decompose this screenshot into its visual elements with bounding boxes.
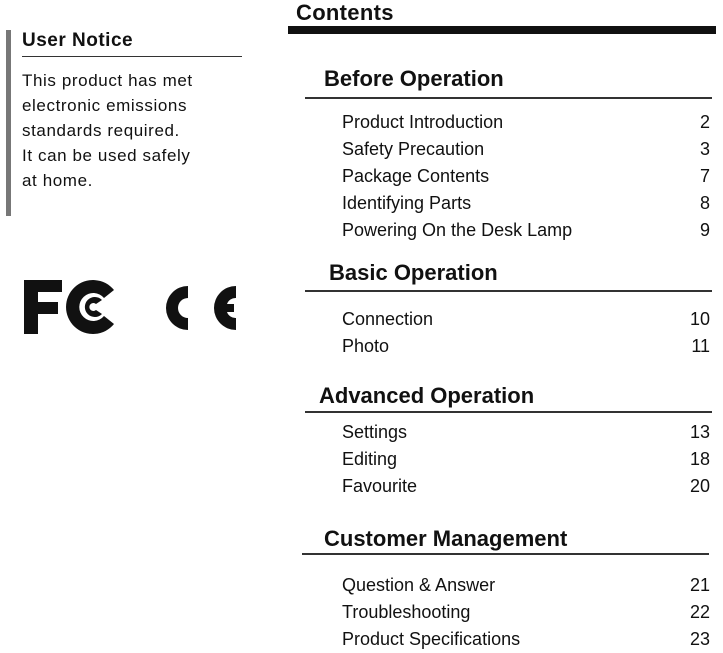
toc-item[interactable] — [342, 220, 710, 244]
toc-item-page: 7 — [699, 166, 710, 186]
toc-item-label: Safety Precaution — [342, 139, 485, 159]
toc-item-page: 10 — [689, 309, 710, 329]
toc-item-label: Powering On the Desk Lamp — [342, 220, 573, 240]
section-title-customer-management: Customer Management — [324, 526, 568, 551]
toc-item-label: Identifying Parts — [342, 193, 472, 213]
section-title-before-operation: Before Operation — [324, 66, 504, 91]
toc-item[interactable] — [342, 476, 710, 500]
toc-item[interactable] — [342, 449, 710, 473]
fcc-logo-icon — [24, 280, 114, 334]
toc-item[interactable] — [342, 166, 710, 190]
toc-item-page: 3 — [699, 139, 710, 159]
contents-bar — [288, 26, 716, 34]
toc-item-page: 23 — [689, 629, 710, 649]
certification-logos — [22, 272, 252, 342]
toc-item[interactable] — [342, 336, 710, 360]
notice-line: This product has met — [22, 71, 193, 90]
notice-line: standards required. — [22, 121, 180, 140]
ce-logo-icon — [166, 286, 236, 330]
section-divider — [305, 97, 712, 99]
toc-item[interactable] — [342, 422, 710, 446]
toc-item-page: 20 — [689, 476, 710, 496]
notice-line: It can be used safely — [22, 146, 191, 165]
toc-item-page: 18 — [689, 449, 710, 469]
toc-item-label: Favourite — [342, 476, 418, 496]
section-title-advanced-operation: Advanced Operation — [319, 383, 535, 408]
toc-item[interactable] — [342, 112, 710, 136]
toc-item[interactable] — [342, 602, 710, 626]
section-divider — [305, 290, 712, 292]
notice-line: electronic emissions — [22, 96, 188, 115]
toc-item-page: 8 — [699, 193, 710, 213]
toc-item-label: Editing — [342, 449, 398, 469]
toc-item-page: 13 — [689, 422, 710, 442]
toc-item[interactable] — [342, 139, 710, 163]
toc-item-label: Question & Answer — [342, 575, 496, 595]
section-divider — [305, 411, 712, 413]
toc-item-page: 22 — [689, 602, 710, 622]
toc-item-label: Connection — [342, 309, 434, 329]
toc-item-label: Product Specifications — [342, 629, 521, 649]
section-divider — [302, 553, 709, 555]
notice-title: User Notice — [22, 30, 134, 51]
toc-item-label: Troubleshooting — [342, 602, 471, 622]
toc-item-label: Settings — [342, 422, 408, 442]
toc-item-label: Photo — [342, 336, 390, 356]
section-title-basic-operation: Basic Operation — [329, 260, 498, 285]
toc-item-label: Product Introduction — [342, 112, 504, 132]
toc-item[interactable] — [342, 629, 710, 653]
toc-item[interactable] — [342, 309, 710, 333]
toc-item-page: 2 — [699, 112, 710, 132]
toc-item[interactable] — [342, 193, 710, 217]
toc-item[interactable] — [342, 575, 710, 599]
toc-item-page: 21 — [689, 575, 710, 595]
notice-text — [22, 68, 242, 193]
notice-line: at home. — [22, 171, 93, 190]
toc-item-page: 9 — [699, 220, 710, 240]
contents-title: Contents — [296, 0, 394, 25]
notice-side-bar — [6, 30, 11, 216]
toc-item-label: Package Contents — [342, 166, 490, 186]
notice-divider — [22, 56, 242, 57]
toc-item-page: 11 — [691, 336, 710, 356]
